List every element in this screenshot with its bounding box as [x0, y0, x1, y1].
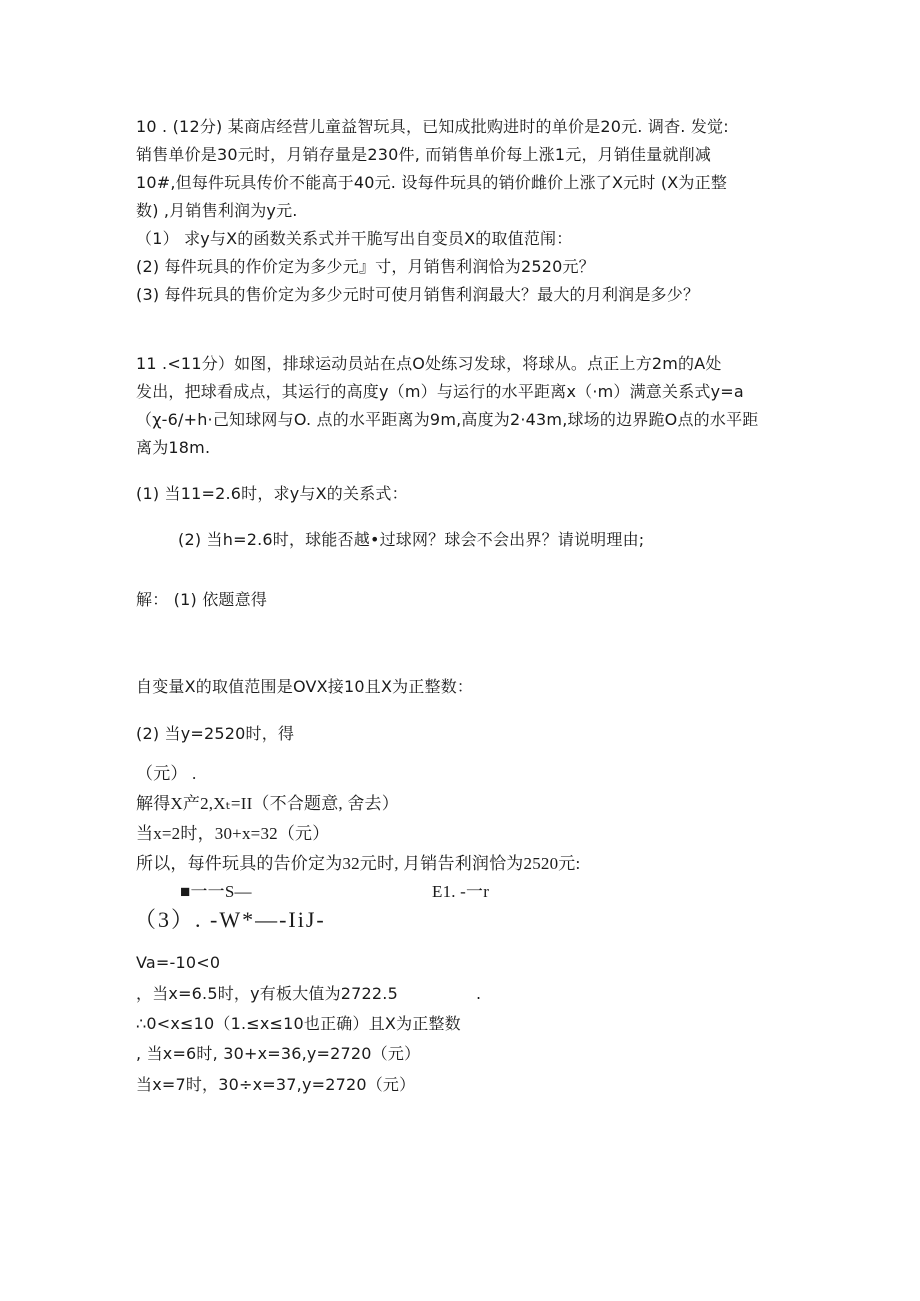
solution-x7-line: 当x=7时，30÷x=37,y=2720（元） [136, 1075, 416, 1094]
solution-range2: ∴0<x≤10（1.≤x≤10也正确）且X为正整数 [136, 1014, 461, 1033]
solution-x2-line: 当x=2时，30+x=32（元） [136, 824, 330, 843]
solution-solve-line: 解得X产2,Xₜ=II（不合题意, 舍去） [136, 794, 399, 813]
solution-yuan-line: （元） . [136, 764, 197, 783]
q10-line-2: 销售单价是30元时，月销存量是230件, 而销售单价每上涨1元，月销佳量就削减 [136, 145, 712, 164]
q10-line-3: 10#,但每件玩具传价不能高于40元. 设每件玩具的销价雌价上涨了X元时 (X为正整 [136, 173, 728, 192]
q11-line-4: 离为18m. [136, 438, 211, 457]
q10-line-1: 10 . (12分) 某商店经营儿童益智玩具，已知成批购进时的单价是20元. 调杳. 发觉: [136, 117, 729, 136]
solution-max-line: ，当x=6.5时，y有板大值为2722.5 [136, 984, 398, 1003]
q10-subq-2: (2) 每件玩具的作价定为多少元』寸，月销售利润恰为2520元？ [136, 257, 595, 276]
q10-subq-3: (3) 每件玩具的售价定为多少元时可使月销售利润最大？最大的月利润是多少？ [136, 285, 700, 304]
q10-subq-1: （1） 求y与X的函数关系式并干脆写出自变员X的取值范闱： [136, 229, 573, 248]
q11-line-2: 发出，把球看成点，其运行的高度y（m）与运行的水平距离x（·m）满意关系式y=a [136, 382, 744, 401]
solution-range: 自变量X的取值范围是OVX接10且X为正整数： [136, 677, 474, 696]
solution-x6-line: , 当x=6时, 30+x=36,y=2720（元） [136, 1044, 421, 1063]
solution-part3: （3）. -W*—-IiJ- [134, 907, 326, 932]
q10-line-4: 数) ,月销售利润为y元. [136, 201, 298, 220]
q11-subq-2: (2) 当h=2.6时，球能否越•过球网？球会不会出界？请说明理由; [178, 530, 645, 549]
q11-line-3: （χ-6/+h·己知球网与O. 点的水平距离为9m,高度为2·43m,球场的边界跪O点的水平距 [136, 410, 759, 429]
q11-line-1: 11 .<11分）如图，排球运动员站在点O处练习发球，将球从。点正上方2m的A处 [136, 354, 722, 373]
solution-part2-intro: (2) 当y=2520时，得 [136, 724, 295, 743]
solution-header: 解： (1) 依题意得 [136, 590, 268, 609]
solution-max-dot: . [476, 984, 482, 1003]
solution-a-line: Va=-10<0 [136, 953, 221, 972]
q11-subq-1: (1) 当11=2.6时，求y与X的关系式： [136, 484, 408, 503]
solution-garbled-a: ■一一S— [180, 882, 252, 901]
solution-conclusion: 所以，每件玩具的告价定为32元时, 月销告利润恰为2520元: [136, 854, 581, 873]
solution-garbled-b: E1. -一r [432, 882, 490, 901]
